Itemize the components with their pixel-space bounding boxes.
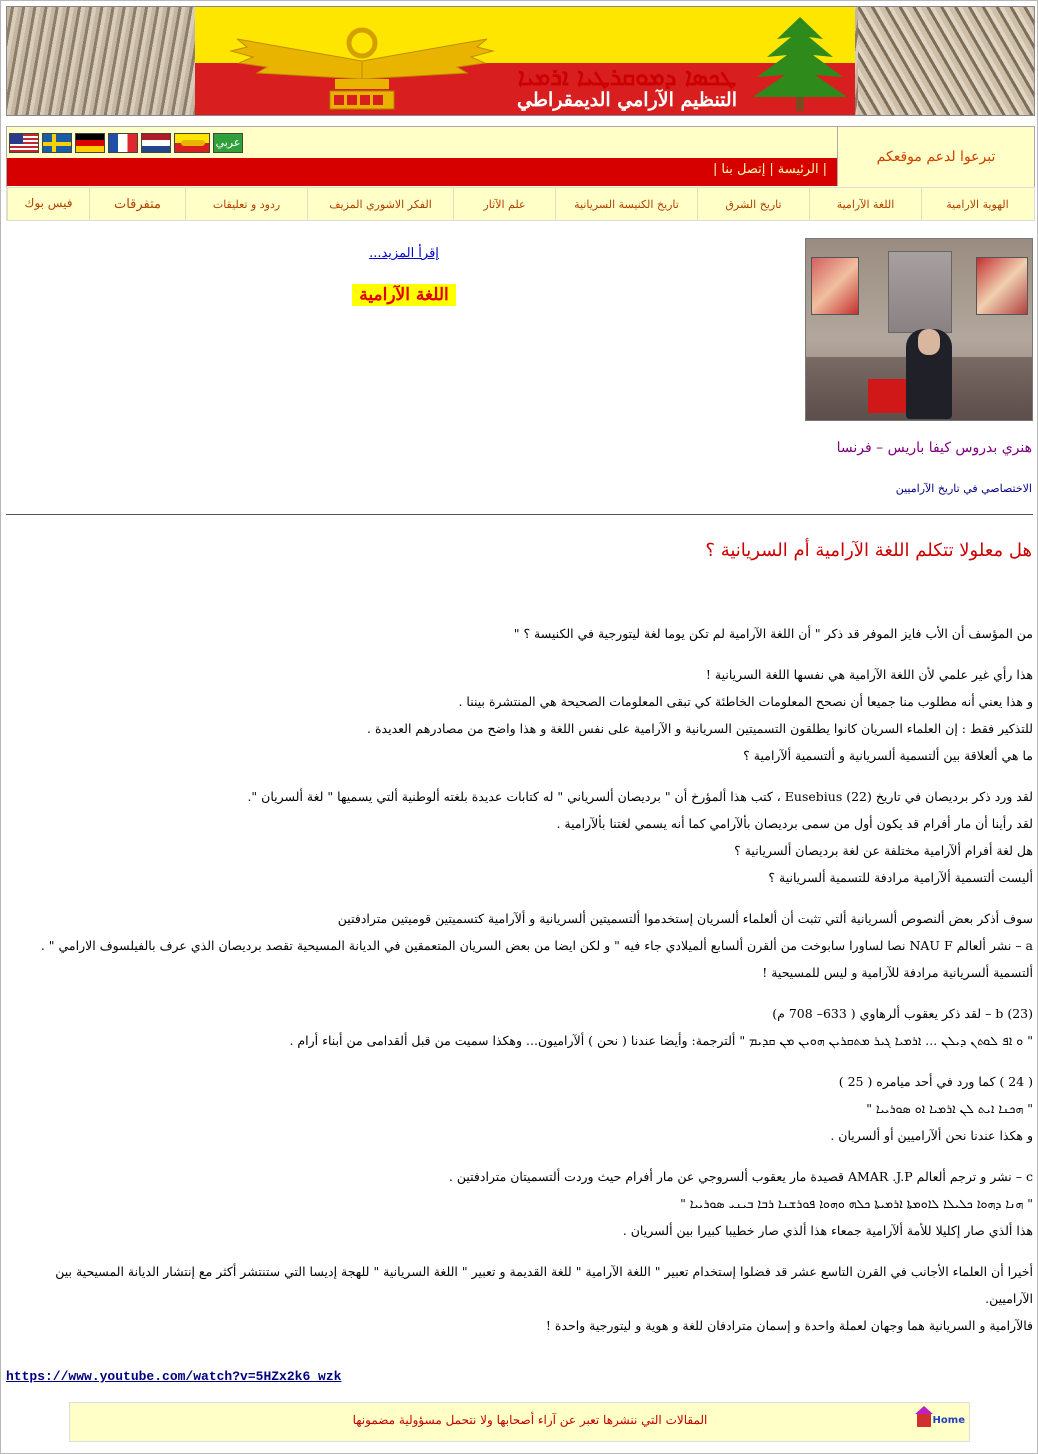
article-paragraph: هل لغة أفرام ألآرامية مختلفة عن لغة برديصان ألسريانية ؟ xyxy=(734,843,1033,858)
article-paragraph: و هكذا عندنا نحن ألآراميين أو ألسريان . xyxy=(830,1128,1033,1143)
article-paragraph: " ܗܟܢܐ ܐܝܬ ܠܢ ܐܪܡܝܐ ܐܘ ܣܘܪܝܝܐ " xyxy=(866,1101,1033,1116)
flag-arabic-link[interactable]: عربي xyxy=(213,133,243,153)
article-paragraph: a – نشر ألعالم NAU F نصا لساورا سابوخت من ألقرن ألسابع ألميلادي جاء فيه " و لكن ايضا من بعض السريان المتعمقين في الديانة المسيحية تقصد برديصان الذي عرف بالفيلسوف الارامي " . xyxy=(40,938,1033,953)
author-name: هنري بدروس كيفا باريس – فرنسا xyxy=(836,440,1032,456)
flag-sweden-icon[interactable] xyxy=(42,133,72,153)
menu-item-syriac-church-history[interactable]: تاريخ الكنيسة السريانية xyxy=(555,188,697,220)
article-paragraph: أليست ألتسمية ألآرامية مرادفة للتسمية ألسريانية ؟ xyxy=(768,870,1033,885)
youtube-link[interactable]: https://www.youtube.com/watch?v=5HZx2k6_wzk xyxy=(6,1369,342,1384)
read-more-link[interactable]: إقرأ المزيد... xyxy=(369,246,439,261)
menu-item-archaeology[interactable]: علم الآثار xyxy=(453,188,555,220)
syriac-org-name: ܛܟܣܐ ܕܡܘܩܪܛܝܐ ܐܪܡܝܐ xyxy=(517,62,737,91)
language-flags xyxy=(9,133,243,155)
menu-item-facebook[interactable]: فيس بوك xyxy=(7,188,89,220)
article-paragraph: c – نشر و ترجم ألعالم AMAR .J.P قصيدة مار يعقوب ألسروجي عن مار أفرام حيث وردت ألتسميتان مترادفتين . xyxy=(448,1169,1033,1184)
home-button[interactable] xyxy=(917,1413,965,1427)
site-banner xyxy=(6,6,1035,116)
article-title: هل معلولا تتكلم اللغة الآرامية أم السريانية ؟ xyxy=(705,540,1032,561)
aramaic-language-label: اللغة الآرامية xyxy=(352,284,456,306)
article-paragraph: ( 24 ) كما ورد في أحد ميامره ( 25 ) xyxy=(838,1074,1033,1089)
article-paragraph: للتذكير فقط : إن العلماء السريان كانوا يطلقون التسميتين السريانية و الآرامية على نفس اللغة و هذا واضح من مصادرهم العديدة . xyxy=(367,721,1033,736)
article-paragraph: (23) b – لقد ذكر يعقوب ألرهاوي ( 633– 708 م) xyxy=(772,1006,1033,1021)
article-paragraph: أخيرا أن العلماء الأجانب في القرن التاسع عشر قد فضلوا إستخدام تعبير " اللغة الآرامية " للغة القديمة و تعبير " اللغة السريانية " للهجة إديسا التي ستنتشر أكثر مع إنتشار الديانة المسيحية بين الآراميين. xyxy=(55,1264,1033,1306)
flag-germany-icon[interactable] xyxy=(75,133,105,153)
article-paragraph: سوف أذكر بعض ألنصوص ألسريانية ألتي تثبت أن ألعلماء ألسريان إستخدموا ألتسميتين ألسريانية و ألآرامية كتسميتين قوميتين مترادفتين xyxy=(337,911,1033,926)
home-icon xyxy=(917,1413,931,1427)
article-paragraph: هذا ألذي صار إكليلا للأمة ألآرامية جمعاء هذا ألذي صار خطيبا كبيرا بين ألسريان . xyxy=(622,1223,1033,1238)
author-specialty: الاختصاصي في تاريخ الآراميين xyxy=(895,482,1032,495)
menu-item-east-history[interactable]: تاريخ الشرق xyxy=(697,188,809,220)
menu-item-replies-comments[interactable]: ردود و تعليقات xyxy=(185,188,307,220)
main-menu xyxy=(6,187,1035,221)
flag-usa-icon[interactable] xyxy=(9,133,39,153)
donate-link[interactable]: تبرعوا لدعم موقعكم xyxy=(837,127,1034,186)
disclaimer-text: المقالات التي ننشرها تعبر عن آراء أصحابها ولا نتحمل مسؤولية مضمونها xyxy=(352,1413,708,1427)
footer-bar xyxy=(69,1402,970,1442)
menu-item-fake-assyrian-thought[interactable]: الفكر الاشوري المزيف xyxy=(307,188,453,220)
flag-aramaic-icon[interactable] xyxy=(174,133,210,153)
article-paragraph: لقد رأينا أن مار أفرام قد يكون أول من سمى برديصان بألآرامي كما أنه يسمي لغتنا بألآرامية . xyxy=(556,816,1033,831)
flag-france-icon[interactable] xyxy=(108,133,138,153)
menu-item-miscellaneous[interactable]: متفرقات xyxy=(89,188,185,220)
top-nav-bar: |الرئيسة|إتصل بنا| xyxy=(7,158,837,186)
cedar-tree-icon xyxy=(747,13,853,113)
top-bar xyxy=(6,126,1035,188)
article-paragraph: هذا رأي غير علمي لأن اللغة الآرامية هي نفسها اللغة السريانية ! xyxy=(705,667,1033,682)
divider xyxy=(6,514,1033,515)
article-paragraph: لقد ورد ذكر برديصان في تاريخ (22) Eusebius ، كتب هذا ألمؤرخ أن " برديصان ألسرياني " له كتابات عديدة بلغته ألوطنية ألتي يسميها " لغة ألسريان ". xyxy=(247,789,1033,804)
menu-item-aramaic-identity[interactable]: الهوية الارامية xyxy=(921,188,1033,220)
flag-netherlands-icon[interactable] xyxy=(141,133,171,153)
author-photo xyxy=(805,238,1033,421)
nav-home-link[interactable]: الرئيسة xyxy=(777,162,819,177)
org-name: التنظيم الآرامي الديمقراطي xyxy=(517,89,737,111)
article-body xyxy=(6,620,1033,1339)
article-paragraph: ما هي ألعلاقة بين ألتسمية ألسريانية و ألتسمية ألآرامية ؟ xyxy=(743,748,1033,763)
article-paragraph: ألتسمية ألسريانية مرادفة للآرامية و ليس للمسيحية ! xyxy=(762,965,1033,980)
home-label: Home xyxy=(932,1414,965,1426)
article-paragraph: " ܗܢܐ ܕܗܘܐ ܟܠܝܠܐ ܠܐܘܡܬܐ ܐܪܡܝܬܐ ܟܠܗ ܘܗܘܐ ܦܘܪܫܢܐ ܪܒܐ ܒܝܢܝ ܣܘܪܝܝܐ " xyxy=(680,1196,1033,1211)
winged-sun-logo xyxy=(217,17,507,113)
menu-item-aramaic-language[interactable]: اللغة الآرامية xyxy=(809,188,921,220)
article-paragraph: من المؤسف أن الأب فايز الموفر قد ذكر " أن اللغة الآرامية لم تكن يوما لغة ليتورجية في الكنيسة ؟ " xyxy=(513,626,1033,641)
article-paragraph: فالآرامية و السريانية هما وجهان لعملة واحدة و إسمان مترادفان للغة و هوية و ليتورجية واحدة ! xyxy=(545,1318,1033,1333)
nav-contact-link[interactable]: إتصل بنا xyxy=(721,162,766,177)
article-paragraph: و هذا يعني أنه مطلوب منا جميعا أن نصحح المعلومات الخاطئة كي تبقى المعلومات الصحيحة هي المنتشرة بيننا . xyxy=(458,694,1033,709)
article-paragraph: " ܘ ܐܦ ܠܘܬܢ ܕܝܠܢ ... ܐܪܡܝܐ ܓܝܪ ܡܬܩܪܝܢ ܗܘܝܢ ܡܢ ܩܕܝܡ " ألترجمة: وأيضا عندنا ( نحن ) ألآراميون... وهكذا سميت من قبل ألقدامى من أبناء أرام . xyxy=(289,1033,1033,1048)
